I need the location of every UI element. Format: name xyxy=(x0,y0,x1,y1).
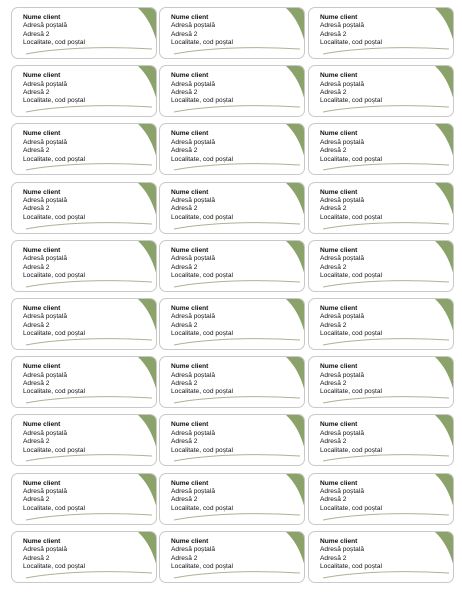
postal-address: Adresă poștală xyxy=(320,80,364,88)
address-line-2: Adresă 2 xyxy=(171,147,198,155)
address-line-2: Adresă 2 xyxy=(320,263,347,271)
customer-name: Nume client xyxy=(23,188,61,196)
customer-name: Nume client xyxy=(320,14,358,21)
customer-name: Nume client xyxy=(171,305,209,312)
address-line-2: Adresă 2 xyxy=(23,205,50,213)
address-line-2: Adresă 2 xyxy=(171,205,198,213)
swoosh-line xyxy=(323,455,449,461)
address-block xyxy=(171,305,296,339)
customer-name: Nume client xyxy=(171,130,209,138)
address-line-2: Adresă 2 xyxy=(320,30,347,38)
swoosh-line xyxy=(174,513,300,519)
swoosh-line xyxy=(26,455,152,461)
postal-address: Adresă poștală xyxy=(23,313,67,321)
customer-name: Nume client xyxy=(320,479,358,487)
address-block xyxy=(171,247,296,281)
address-line-2: Adresă 2 xyxy=(23,263,50,271)
swoosh-line xyxy=(323,571,449,577)
city-postal-code: Localitate, cod poștal xyxy=(23,155,85,163)
postal-address: Adresă poștală xyxy=(23,22,67,30)
address-label[interactable] xyxy=(308,531,454,583)
address-block xyxy=(23,130,148,164)
address-label[interactable] xyxy=(11,240,157,292)
address-block xyxy=(23,305,148,339)
address-label[interactable] xyxy=(11,298,157,350)
swoosh-line xyxy=(26,280,152,286)
city-postal-code: Localitate, cod poștal xyxy=(171,155,233,163)
postal-address: Adresă poștală xyxy=(171,488,215,495)
address-label[interactable] xyxy=(11,473,157,525)
swoosh-line xyxy=(323,397,449,403)
customer-name: Nume client xyxy=(171,246,209,254)
swoosh-line xyxy=(26,397,152,403)
address-line-2: Adresă 2 xyxy=(320,496,347,504)
city-postal-code: Localitate, cod poștal xyxy=(320,504,382,512)
address-line-2: Adresă 2 xyxy=(23,147,50,155)
city-postal-code: Localitate, cod poștal xyxy=(23,213,85,221)
city-postal-code: Localitate, cod poștal xyxy=(23,446,85,454)
address-line-2: Adresă 2 xyxy=(171,438,198,446)
swoosh-line xyxy=(323,106,449,112)
swoosh-line xyxy=(26,106,152,112)
swoosh-line xyxy=(26,339,152,345)
swoosh-line xyxy=(323,513,449,519)
postal-address: Adresă poștală xyxy=(320,255,364,263)
address-line-2: Adresă 2 xyxy=(171,30,198,38)
address-block xyxy=(23,14,148,48)
swoosh-line xyxy=(323,339,449,345)
customer-name: Nume client xyxy=(23,537,61,545)
customer-name: Nume client xyxy=(171,363,209,371)
postal-address: Adresă poștală xyxy=(171,22,215,30)
city-postal-code: Localitate, cod poștal xyxy=(23,97,85,105)
swoosh-line xyxy=(26,513,152,519)
city-postal-code: Localitate, cod poștal xyxy=(171,388,233,396)
address-line-2: Adresă 2 xyxy=(320,380,347,387)
address-label[interactable] xyxy=(11,123,157,175)
postal-address: Adresă poștală xyxy=(320,197,364,204)
city-postal-code: Localitate, cod poștal xyxy=(171,97,233,105)
address-block xyxy=(320,480,445,514)
address-label[interactable] xyxy=(308,356,454,408)
address-block xyxy=(171,189,296,223)
city-postal-code: Localitate, cod poștal xyxy=(320,39,382,47)
address-block xyxy=(171,72,296,106)
address-block xyxy=(171,421,296,455)
address-label[interactable] xyxy=(11,7,157,59)
city-postal-code: Localitate, cod poștal xyxy=(171,213,233,221)
address-label[interactable] xyxy=(159,123,305,175)
address-block xyxy=(320,189,445,223)
customer-name: Nume client xyxy=(320,363,358,371)
postal-address: Adresă poștală xyxy=(171,80,215,88)
swoosh-line xyxy=(174,48,300,54)
customer-name: Nume client xyxy=(320,421,358,429)
address-label[interactable] xyxy=(159,531,305,583)
customer-name: Nume client xyxy=(23,305,61,312)
address-line-2: Adresă 2 xyxy=(23,554,50,562)
postal-address: Adresă poștală xyxy=(320,546,364,554)
postal-address: Adresă poștală xyxy=(320,138,364,146)
postal-address: Adresă poștală xyxy=(171,138,215,146)
swoosh-line xyxy=(26,164,152,170)
address-line-2: Adresă 2 xyxy=(320,438,347,446)
city-postal-code: Localitate, cod poștal xyxy=(23,504,85,512)
swoosh-line xyxy=(174,339,300,345)
address-block xyxy=(320,14,445,48)
city-postal-code: Localitate, cod poștal xyxy=(320,155,382,163)
swoosh-line xyxy=(174,280,300,286)
address-line-2: Adresă 2 xyxy=(171,263,198,271)
city-postal-code: Localitate, cod poștal xyxy=(320,446,382,454)
address-line-2: Adresă 2 xyxy=(171,321,198,329)
swoosh-line xyxy=(323,164,449,170)
city-postal-code: Localitate, cod poștal xyxy=(171,272,233,280)
address-label[interactable] xyxy=(159,298,305,350)
postal-address: Adresă poștală xyxy=(171,313,215,321)
city-postal-code: Localitate, cod poștal xyxy=(23,272,85,280)
postal-address: Adresă poștală xyxy=(320,22,364,30)
address-line-2: Adresă 2 xyxy=(320,89,347,96)
address-block xyxy=(171,538,296,572)
address-label[interactable] xyxy=(159,240,305,292)
postal-address: Adresă poștală xyxy=(23,546,67,554)
postal-address: Adresă poștală xyxy=(171,371,215,379)
swoosh-line xyxy=(174,455,300,461)
address-line-2: Adresă 2 xyxy=(320,554,347,562)
city-postal-code: Localitate, cod poștal xyxy=(23,563,85,571)
postal-address: Adresă poștală xyxy=(23,371,67,379)
address-label[interactable] xyxy=(159,7,305,59)
city-postal-code: Localitate, cod poștal xyxy=(171,504,233,512)
address-line-2: Adresă 2 xyxy=(320,147,347,155)
address-label[interactable] xyxy=(11,182,157,234)
address-label[interactable] xyxy=(308,7,454,59)
postal-address: Adresă poștală xyxy=(23,429,67,437)
postal-address: Adresă poștală xyxy=(171,546,215,554)
customer-name: Nume client xyxy=(320,188,358,196)
customer-name: Nume client xyxy=(171,537,209,545)
city-postal-code: Localitate, cod poștal xyxy=(23,39,85,47)
city-postal-code: Localitate, cod poștal xyxy=(23,388,85,396)
customer-name: Nume client xyxy=(171,14,209,21)
address-label[interactable] xyxy=(11,531,157,583)
city-postal-code: Localitate, cod poștal xyxy=(320,563,382,571)
address-line-2: Adresă 2 xyxy=(320,205,347,213)
customer-name: Nume client xyxy=(23,421,61,429)
address-block xyxy=(171,14,296,48)
swoosh-line xyxy=(26,222,152,228)
address-line-2: Adresă 2 xyxy=(171,89,198,96)
city-postal-code: Localitate, cod poștal xyxy=(171,446,233,454)
address-block xyxy=(23,480,148,514)
address-block xyxy=(23,421,148,455)
address-label[interactable] xyxy=(308,123,454,175)
customer-name: Nume client xyxy=(23,72,61,80)
address-block xyxy=(320,421,445,455)
swoosh-line xyxy=(174,397,300,403)
address-line-2: Adresă 2 xyxy=(23,380,50,387)
city-postal-code: Localitate, cod poștal xyxy=(320,330,382,338)
address-line-2: Adresă 2 xyxy=(23,89,50,96)
postal-address: Adresă poștală xyxy=(23,488,67,495)
swoosh-line xyxy=(174,571,300,577)
customer-name: Nume client xyxy=(320,305,358,312)
address-label[interactable] xyxy=(308,65,454,117)
address-block xyxy=(23,189,148,223)
swoosh-line xyxy=(26,571,152,577)
address-line-2: Adresă 2 xyxy=(23,438,50,446)
address-block xyxy=(320,130,445,164)
address-line-2: Adresă 2 xyxy=(23,321,50,329)
address-block xyxy=(320,363,445,397)
address-line-2: Adresă 2 xyxy=(171,380,198,387)
postal-address: Adresă poștală xyxy=(320,313,364,321)
customer-name: Nume client xyxy=(23,479,61,487)
address-block xyxy=(171,363,296,397)
customer-name: Nume client xyxy=(23,363,61,371)
swoosh-line xyxy=(323,222,449,228)
address-line-2: Adresă 2 xyxy=(23,496,50,504)
city-postal-code: Localitate, cod poștal xyxy=(23,330,85,338)
city-postal-code: Localitate, cod poștal xyxy=(171,563,233,571)
address-label[interactable] xyxy=(308,298,454,350)
address-label[interactable] xyxy=(159,356,305,408)
address-line-2: Adresă 2 xyxy=(23,30,50,38)
address-block xyxy=(23,363,148,397)
address-label[interactable] xyxy=(11,414,157,466)
address-line-2: Adresă 2 xyxy=(171,554,198,562)
address-line-2: Adresă 2 xyxy=(171,496,198,504)
postal-address: Adresă poștală xyxy=(171,255,215,263)
customer-name: Nume client xyxy=(23,14,61,21)
customer-name: Nume client xyxy=(320,130,358,138)
postal-address: Adresă poștală xyxy=(23,197,67,204)
customer-name: Nume client xyxy=(320,246,358,254)
address-block xyxy=(171,480,296,514)
address-block xyxy=(171,130,296,164)
customer-name: Nume client xyxy=(171,421,209,429)
address-line-2: Adresă 2 xyxy=(320,321,347,329)
swoosh-line xyxy=(26,48,152,54)
address-label[interactable] xyxy=(159,414,305,466)
swoosh-line xyxy=(323,280,449,286)
address-label[interactable] xyxy=(11,65,157,117)
customer-name: Nume client xyxy=(320,72,358,80)
city-postal-code: Localitate, cod poștal xyxy=(320,272,382,280)
postal-address: Adresă poștală xyxy=(171,429,215,437)
customer-name: Nume client xyxy=(320,537,358,545)
postal-address: Adresă poștală xyxy=(320,371,364,379)
postal-address: Adresă poștală xyxy=(171,197,215,204)
address-block xyxy=(23,538,148,572)
address-block xyxy=(320,538,445,572)
swoosh-line xyxy=(174,222,300,228)
address-block xyxy=(320,247,445,281)
city-postal-code: Localitate, cod poștal xyxy=(171,330,233,338)
address-label[interactable] xyxy=(159,65,305,117)
postal-address: Adresă poștală xyxy=(23,80,67,88)
address-label[interactable] xyxy=(159,473,305,525)
customer-name: Nume client xyxy=(171,72,209,80)
postal-address: Adresă poștală xyxy=(23,138,67,146)
city-postal-code: Localitate, cod poștal xyxy=(171,39,233,47)
address-label[interactable] xyxy=(308,240,454,292)
address-label[interactable] xyxy=(308,473,454,525)
postal-address: Adresă poștală xyxy=(320,429,364,437)
address-label[interactable] xyxy=(308,182,454,234)
address-block xyxy=(23,247,148,281)
customer-name: Nume client xyxy=(171,188,209,196)
city-postal-code: Localitate, cod poștal xyxy=(320,213,382,221)
postal-address: Adresă poștală xyxy=(23,255,67,263)
swoosh-line xyxy=(323,48,449,54)
swoosh-line xyxy=(174,164,300,170)
address-label[interactable] xyxy=(308,414,454,466)
swoosh-line xyxy=(174,106,300,112)
address-label[interactable] xyxy=(159,182,305,234)
postal-address: Adresă poștală xyxy=(320,488,364,495)
city-postal-code: Localitate, cod poștal xyxy=(320,388,382,396)
customer-name: Nume client xyxy=(23,246,61,254)
customer-name: Nume client xyxy=(23,130,61,138)
address-block xyxy=(23,72,148,106)
address-block xyxy=(320,305,445,339)
city-postal-code: Localitate, cod poștal xyxy=(320,97,382,105)
address-label[interactable] xyxy=(11,356,157,408)
address-block xyxy=(320,72,445,106)
customer-name: Nume client xyxy=(171,479,209,487)
